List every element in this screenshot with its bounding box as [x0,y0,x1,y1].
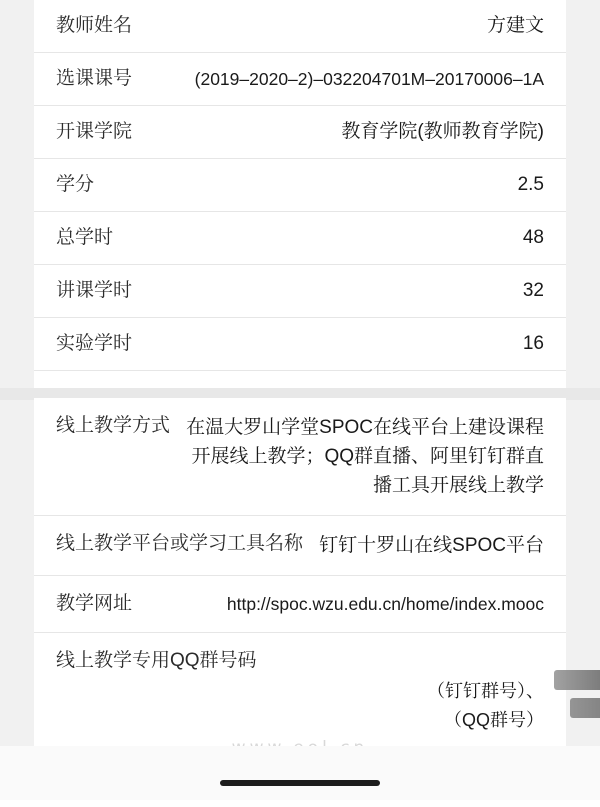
row-value-course-code: (2019–2020–2)–032204701M–20170006–1A [194,69,544,89]
footer-area [0,746,600,800]
row-label-teacher-name: 教师姓名 [56,15,133,36]
row-label-teaching-url: 教学网址 [56,593,133,614]
table-row-qq-group [34,633,566,751]
redaction-bar-icon [570,698,600,718]
table-row [34,398,566,516]
table-row [34,576,566,633]
row-label-platform-name: 线上教学平台或学习工具名称 [56,533,304,554]
redaction-bar-icon [554,670,600,690]
row-value-online-mode: 在温大罗山学堂SPOC在线平台上建设课程开展线上教学；QQ群直播、阿里钉钉群直播工具开展线上教学 [186,417,544,496]
table-row [34,516,566,576]
row-label-credits: 学分 [56,174,95,195]
row-label-lab-hours: 实验学时 [56,333,133,354]
row-value-teacher-name: 方建文 [486,15,544,36]
row-value-qq-group [257,633,544,750]
table-row [34,0,566,53]
row-label-course-code: 选课课号 [56,68,133,89]
row-value-lecture-hours: 32 [522,280,544,301]
row-value-total-hours: 48 [522,227,544,248]
table-row [34,212,566,265]
row-value-platform-name: 钉钉十罗山在线SPOC平台 [319,535,544,556]
table-row [34,159,566,212]
row-label-lecture-hours: 讲课学时 [56,280,133,301]
online-teaching-card [34,398,566,746]
qq-line-2: （QQ群号） [443,710,544,730]
row-label-online-mode: 线上教学方式 [56,415,171,436]
row-label-college: 开课学院 [56,121,133,142]
page-gutter-left [0,0,34,800]
course-info-card [34,0,566,390]
table-row [34,53,566,106]
row-label-total-hours: 总学时 [56,227,114,248]
row-value-credits: 2.5 [517,174,544,195]
row-label-qq-group: 线上教学专用QQ群号码 [56,650,257,671]
home-indicator[interactable] [220,780,380,786]
row-value-lab-hours: 16 [522,333,544,354]
qq-line-1: （钉钉群号）、 [427,681,544,701]
row-value-college: 教育学院(教师教育学院) [341,121,544,142]
table-row [34,318,566,371]
table-row [34,265,566,318]
row-value-teaching-url[interactable]: http://spoc.wzu.edu.cn/home/index.mooc [226,594,544,614]
table-row [34,106,566,159]
